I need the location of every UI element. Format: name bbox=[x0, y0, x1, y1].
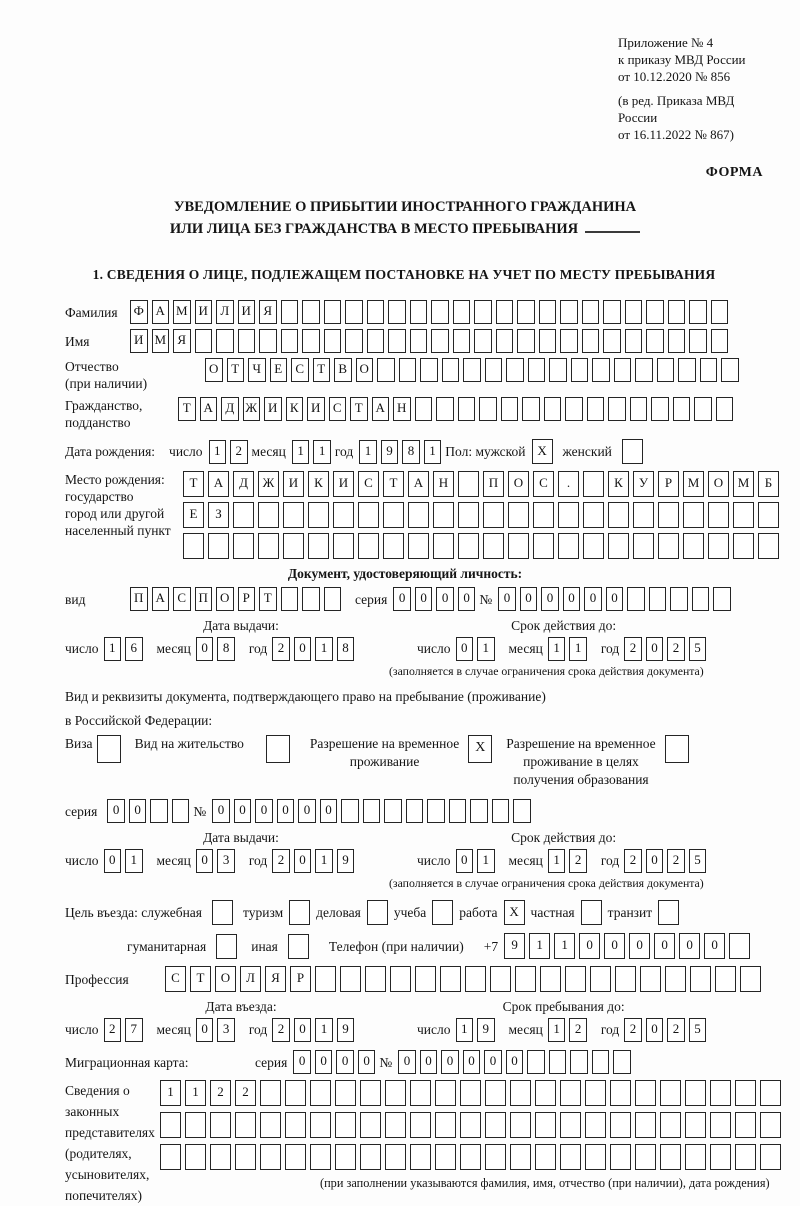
birthplace-cells-1: Т А Д Ж И К И С Т А Н П О С . К У Р М О М Б bbox=[183, 471, 783, 497]
id-doc-row bbox=[65, 587, 775, 611]
id-issue-month: 0 8 bbox=[196, 637, 239, 661]
entry-dates bbox=[65, 999, 775, 1042]
residence-permit-checkbox bbox=[266, 735, 290, 763]
id-doc-type-cells: П А С П О Р Т bbox=[130, 587, 345, 611]
purpose-study-checkbox bbox=[432, 900, 453, 925]
validity-note: (заполняется в случае ограничения срока действия документа) bbox=[389, 664, 704, 678]
birthplace-cells-3 bbox=[183, 533, 783, 559]
temp-permit-edu-option: Разрешение на временное проживание в целях получения образования bbox=[506, 735, 688, 789]
birth-day-cells: 1 2 bbox=[209, 440, 252, 464]
birth-month-cells: 1 1 bbox=[292, 440, 335, 464]
citizenship-cells: Т А Д Ж И К И С Т А Н bbox=[178, 397, 737, 421]
id-issue-day: 1 6 bbox=[104, 637, 147, 661]
id-doc-type-label: вид bbox=[65, 591, 86, 607]
birthplace-label: Место рождения: государство город или другой населенный пункт bbox=[65, 472, 171, 538]
birthplace-row bbox=[65, 471, 775, 559]
birthdate-label: Дата рождения: bbox=[65, 444, 156, 459]
profession-cells: С Т О Л Я Р bbox=[165, 966, 765, 992]
res-valid-day: 0 1 bbox=[456, 849, 499, 873]
id-doc-header: Документ, удостоверяющий личность: bbox=[287, 566, 523, 581]
surname-label: Фамилия bbox=[65, 304, 118, 320]
stay-month: 1 2 bbox=[548, 1018, 591, 1042]
patronymic-label: Отчество (при наличии) bbox=[65, 359, 148, 391]
entry-day: 2 7 bbox=[104, 1018, 147, 1042]
surname-row bbox=[65, 300, 775, 324]
edition-line: (в ред. Приказа МВД России bbox=[618, 93, 735, 125]
citizenship-row bbox=[65, 397, 775, 431]
purpose-tourism-checkbox bbox=[289, 900, 310, 925]
appendix-line: от 10.12.2020 № 856 bbox=[618, 69, 731, 84]
stay-year: 2 0 2 5 bbox=[624, 1018, 710, 1042]
res-valid-month: 1 2 bbox=[548, 849, 591, 873]
sex-female-checkbox bbox=[622, 439, 643, 464]
purpose-humanitarian-checkbox bbox=[216, 934, 237, 959]
phone-cells: 9 1 1 0 0 0 0 0 0 bbox=[504, 933, 754, 959]
appendix-block bbox=[618, 34, 775, 143]
id-valid-month: 1 1 bbox=[548, 637, 591, 661]
res-issue-day: 0 1 bbox=[104, 849, 147, 873]
stay-day: 1 9 bbox=[456, 1018, 499, 1042]
entry-date-header: Дата въезда: bbox=[205, 999, 277, 1014]
validity-note-2: (заполняется в случае ограничения срока действия документа) bbox=[389, 876, 704, 890]
temp-permit-edu-checkbox bbox=[665, 735, 689, 763]
profession-label: Профессия bbox=[65, 971, 129, 987]
issue-date-header: Дата выдачи: bbox=[203, 618, 279, 633]
res-valid-line: число 0 1 месяц 1 2 год 2 0 2 5 bbox=[417, 849, 710, 873]
res-number-label: № bbox=[193, 803, 207, 819]
res-valid-year: 2 0 2 5 bbox=[624, 849, 710, 873]
legal-reps-cells-3 bbox=[160, 1144, 785, 1170]
name-cells: И М Я bbox=[130, 329, 732, 353]
temp-permit-checkbox: X bbox=[468, 735, 492, 763]
legal-reps-label: Сведения о законных представителях (родителях, усыновителях, попечителях) bbox=[65, 1083, 155, 1203]
phone-prefix: +7 bbox=[483, 938, 499, 954]
birth-year-cells: 1 9 8 1 bbox=[359, 440, 445, 464]
name-label: Имя bbox=[65, 333, 90, 349]
entry-year: 2 0 1 9 bbox=[272, 1018, 358, 1042]
legal-reps-cells-1: 1 1 2 2 bbox=[160, 1080, 785, 1106]
valid-until-header: Срок действия до: bbox=[511, 618, 617, 633]
form-title-line2: ИЛИ ЛИЦА БЕЗ ГРАЖДАНСТВА В МЕСТО ПРЕБЫВАНИЯ bbox=[35, 218, 775, 240]
appendix-line: к приказу МВД России bbox=[618, 52, 746, 67]
migration-number-cells: 0 0 0 0 0 0 bbox=[398, 1050, 635, 1074]
migration-card-row: Миграционная карта: серия 0 0 0 0 № 0 0 0 0 0 0 bbox=[65, 1050, 775, 1074]
res-issue-year: 2 0 1 9 bbox=[272, 849, 358, 873]
purpose-other-checkbox bbox=[288, 934, 309, 959]
patronymic-row bbox=[65, 358, 775, 392]
edition-line: от 16.11.2022 № 867) bbox=[618, 127, 735, 142]
id-valid-year: 2 0 2 5 bbox=[624, 637, 710, 661]
legal-reps-block bbox=[65, 1080, 775, 1206]
purpose-business-checkbox bbox=[367, 900, 388, 925]
stay-until-header: Срок пребывания до: bbox=[502, 999, 625, 1014]
purpose-row: Цель въезда: служебная туризм деловая учеба работа X частная транзит bbox=[65, 900, 775, 925]
visa-checkbox bbox=[97, 735, 121, 763]
form-label: ФОРМА bbox=[705, 165, 763, 180]
residence-permit-option: Вид на жительство bbox=[135, 735, 290, 763]
profession-row bbox=[65, 966, 775, 992]
section1-title: 1. СВЕДЕНИЯ О ЛИЦЕ, ПОДЛЕЖАЩЕМ ПОСТАНОВКЕ НА УЧЕТ ПО МЕСТУ ПРЕБЫВАНИЯ bbox=[92, 267, 716, 282]
sex-male-checkbox: X bbox=[532, 439, 553, 464]
res-number-cells: 0 0 0 0 0 0 bbox=[212, 799, 535, 823]
title-underline bbox=[585, 219, 640, 233]
phone-label: Телефон (при наличии) bbox=[328, 938, 464, 954]
surname-cells: Ф А М И Л И Я bbox=[130, 300, 732, 324]
citizenship-label: Гражданство, подданство bbox=[65, 398, 143, 430]
form-title-line1: УВЕДОМЛЕНИЕ О ПРИБЫТИИ ИНОСТРАННОГО ГРАЖДАНИНА bbox=[173, 199, 637, 215]
stay-until-line: число 1 9 месяц 1 2 год 2 0 2 5 bbox=[417, 1018, 710, 1042]
res-series-cells: 0 0 bbox=[107, 799, 193, 823]
id-issue-year: 2 0 1 8 bbox=[272, 637, 358, 661]
id-doc-number-label: № bbox=[479, 591, 493, 607]
entry-month: 0 3 bbox=[196, 1018, 239, 1042]
id-doc-series-label: серия bbox=[355, 591, 388, 607]
migration-card-label: Миграционная карта: bbox=[65, 1054, 189, 1070]
entry-date-line: число 2 7 месяц 0 3 год 2 0 1 9 bbox=[65, 1018, 417, 1042]
temp-permit-option: Разрешение на временное проживание X bbox=[310, 735, 492, 771]
name-row bbox=[65, 329, 775, 353]
legal-reps-cells-2 bbox=[160, 1112, 785, 1138]
patronymic-cells: О Т Ч Е С Т В О bbox=[205, 358, 743, 382]
form-title bbox=[35, 196, 775, 240]
res-issue-month: 0 3 bbox=[196, 849, 239, 873]
res-issue-line: число 0 1 месяц 0 3 год 2 0 1 9 bbox=[65, 849, 417, 873]
residence-doc-types bbox=[65, 735, 775, 789]
birthplace-cells-2: Е З bbox=[183, 502, 783, 528]
visa-option: Виза bbox=[65, 735, 121, 763]
residence-doc-dates: Дата выдачи: число 0 1 месяц 0 3 год 2 0 1 9 Срок действия до: число 0 1 месяц 1 2 год 2 0 2 5 (заполняется в случае ограничения срока действия документа) bbox=[65, 830, 775, 891]
purpose-work-checkbox: X bbox=[504, 900, 525, 925]
purpose-private-checkbox bbox=[581, 900, 602, 925]
migration-series-cells: 0 0 0 0 bbox=[293, 1050, 379, 1074]
purpose-row-2: гуманитарная иная Телефон (при наличии) +7 9 1 1 0 0 0 0 0 0 bbox=[127, 933, 775, 959]
residence-doc-number-row bbox=[65, 799, 775, 823]
id-valid-line: число 0 1 месяц 1 1 год 2 0 2 5 bbox=[417, 637, 710, 661]
birthdate-row: Дата рождения: число 1 2 месяц 1 1 год 1 9 8 1 Пол: мужской X женский bbox=[65, 439, 775, 464]
id-doc-series-cells: 0 0 0 0 bbox=[393, 587, 479, 611]
appendix-line: Приложение № 4 bbox=[618, 35, 714, 50]
residence-doc-intro: Вид и реквизиты документа, подтверждающего право на пребывание (проживание) в Российской Федерации: bbox=[65, 689, 546, 728]
id-valid-day: 0 1 bbox=[456, 637, 499, 661]
legal-reps-note: (при заполнении указываются фамилия, имя, отчество (при наличии), дата рождения) bbox=[320, 1176, 770, 1190]
purpose-transit-checkbox bbox=[658, 900, 679, 925]
res-series-label: серия bbox=[65, 803, 98, 819]
id-doc-dates bbox=[65, 618, 775, 679]
birthplace-cells-block bbox=[183, 471, 783, 559]
legal-reps-cells-block bbox=[160, 1080, 785, 1191]
id-doc-number-cells: 0 0 0 0 0 0 bbox=[498, 587, 735, 611]
purpose-official-checkbox bbox=[212, 900, 233, 925]
id-issue-line: число 1 6 месяц 0 8 год 2 0 1 8 bbox=[65, 637, 417, 661]
